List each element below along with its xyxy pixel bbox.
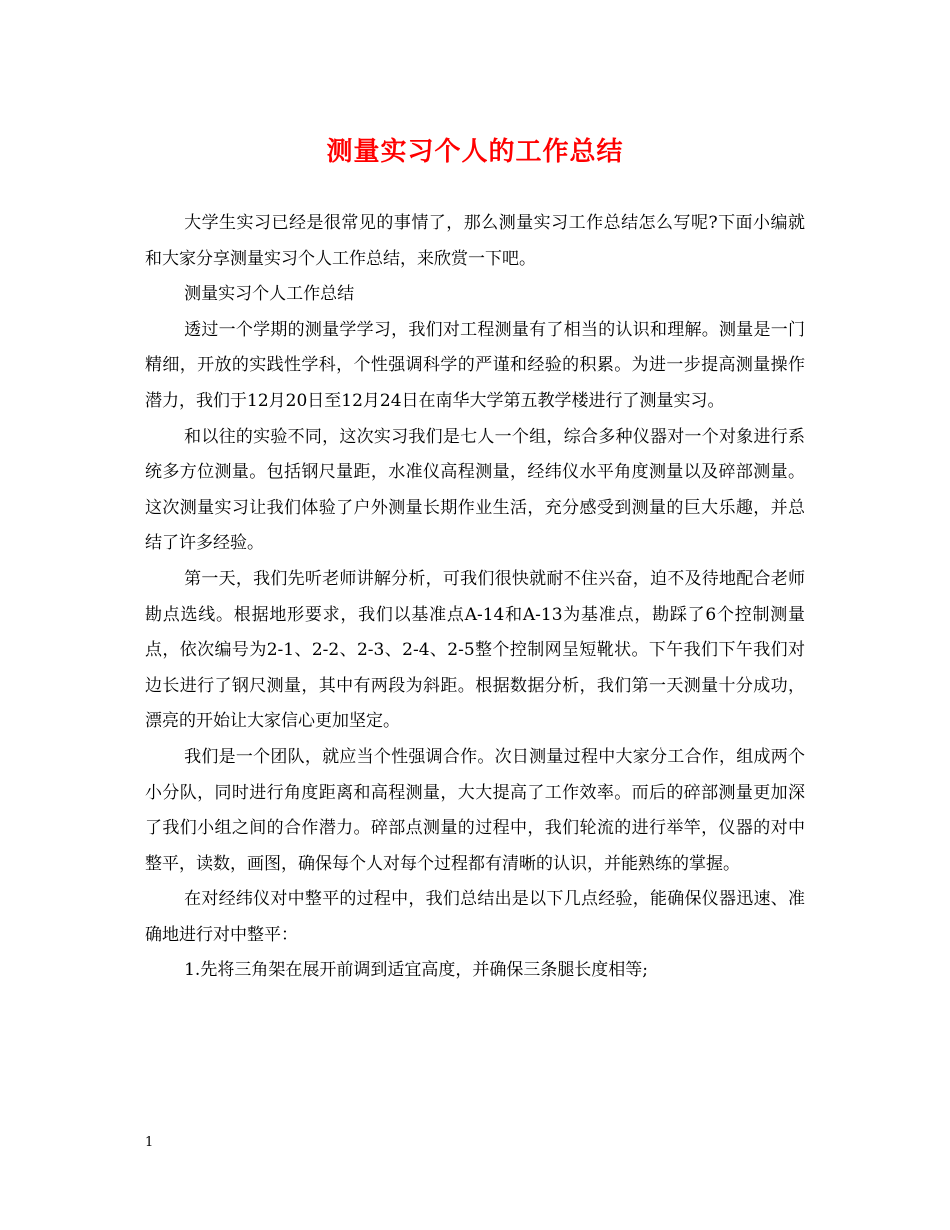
paragraph-first-day: 第一天，我们先听老师讲解分析，可我们很快就耐不住兴奋，迫不及待地配合老师勘点选线。根据地形要求，我们以基准点A-14和A-13为基准点，勘踩了6个控制测量点，依次编号为2-1、2-2、2-3、2-4、2-5整个控制网呈短靴状。下午我们下午我们对边长进行了钢尺测量，其中有两段为斜距。根据数据分析，我们第一天测量十分成功，漂亮的开始让大家信心更加坚定。 xyxy=(145,568,805,732)
paragraph-step-one: 1.先将三角架在展开前调到适宜高度，并确保三条腿长度相等; xyxy=(184,960,649,981)
paragraph-study-overview: 透过一个学期的测量学学习，我们对工程测量有了相当的认识和理解。测量是一门精细，开放的实践性学科，个性强调科学的严谨和经验的积累。为进一步提高测量操作潜力，我们于12月20日至12月24日在南华大学第五教学楼进行了测量实习。 xyxy=(145,319,805,411)
paragraph-leveling-experience: 在对经纬仪对中整平的过程中，我们总结出是以下几点经验，能确保仪器迅速、准确地进行对中整平： xyxy=(145,889,805,945)
paragraph-subheading: 测量实习个人工作总结 xyxy=(184,284,355,305)
paragraph-intro: 大学生实习已经是很常见的事情了，那么测量实习工作总结怎么写呢?下面小编就和大家分享测量实习个人工作总结，来欣赏一下吧。 xyxy=(145,213,805,269)
paragraph-team-measurement: 和以往的实验不同，这次实习我们是七人一个组，综合多种仪器对一个对象进行系统多方位测量。包括钢尺量距，水准仪高程测量，经纬仪水平角度测量以及碎部测量。这次测量实习让我们体验了户外测量长期作业生活，充分感受到测量的巨大乐趣，并总结了许多经验。 xyxy=(145,426,805,554)
document-body xyxy=(145,206,805,989)
document-title: 测量实习个人的工作总结 xyxy=(326,137,624,167)
page-number: 1 xyxy=(145,1135,154,1150)
paragraph-teamwork: 我们是一个团队，就应当个性强调合作。次日测量过程中大家分工合作，组成两个小分队，同时进行角度距离和高程测量，大大提高了工作效率。而后的碎部测量更加深了我们小组之间的合作潜力。碎部点测量的过程中，我们轮流的进行举竿，仪器的对中整平，读数，画图，确保每个人对每个过程都有清晰的认识，并能熟练的掌握。 xyxy=(145,746,805,874)
